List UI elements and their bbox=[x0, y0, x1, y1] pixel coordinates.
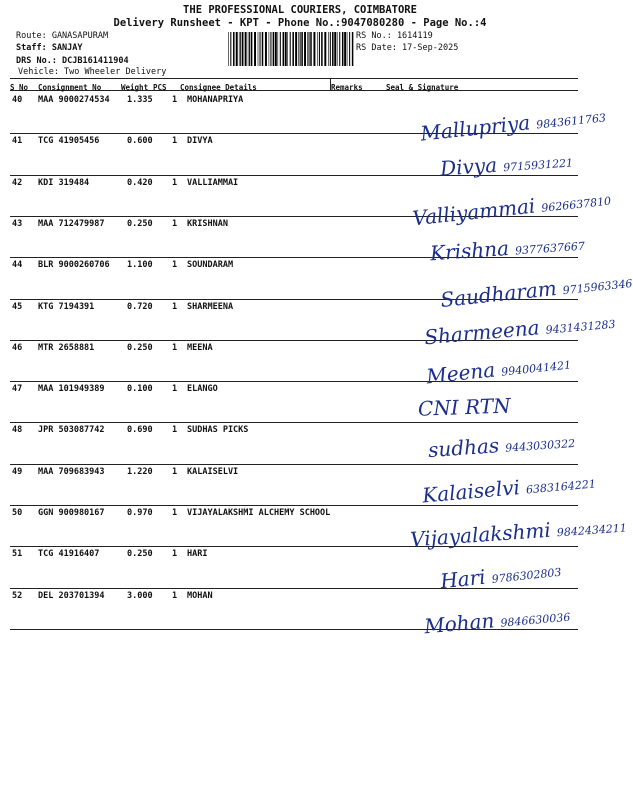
cell-consignee: SOUNDARAM bbox=[187, 260, 234, 271]
signature-phone: 9843611763 bbox=[535, 111, 607, 132]
cell-consignee: VIJAYALAKSHMI ALCHEMY SCHOOL bbox=[187, 508, 331, 518]
signature-phone: 9846630036 bbox=[499, 610, 571, 630]
cell-pcs: 1 bbox=[172, 342, 178, 353]
cell-consignee: VALLIAMMAI bbox=[187, 177, 239, 188]
col-header-remarks: Remarks bbox=[331, 83, 363, 92]
signature-phone: 9940041421 bbox=[500, 358, 572, 379]
signature-phone: 9842434211 bbox=[556, 521, 628, 540]
cell-consignee: KALAISELVI bbox=[187, 466, 239, 477]
col-header-weight: Weight bbox=[121, 83, 149, 92]
rs-number: RS No.: 1614119 bbox=[356, 31, 433, 41]
row-rule bbox=[10, 505, 578, 506]
cell-consignment-no: GGN 900980167 bbox=[38, 508, 105, 518]
cell-pcs: 1 bbox=[172, 136, 178, 147]
cell-sno: 40 bbox=[12, 95, 23, 105]
cell-consignment-no: MAA 709683943 bbox=[38, 466, 105, 477]
col-header-seal-signature: Seal & Signature bbox=[386, 83, 459, 92]
cell-sno: 48 bbox=[12, 425, 23, 436]
cell-consignment-no: KDI 319484 bbox=[38, 177, 90, 188]
col-header-pcs: PCS bbox=[153, 83, 167, 92]
cell-weight: 1.220 bbox=[127, 466, 153, 477]
runsheet-subtitle: Delivery Runsheet - KPT - Phone No.:9047080280 - Page No.:4 bbox=[113, 17, 487, 29]
cell-pcs: 1 bbox=[172, 301, 178, 312]
cell-sno: 46 bbox=[12, 342, 23, 353]
cell-sno: 51 bbox=[12, 549, 23, 560]
cell-consignment-no: DEL 203701394 bbox=[38, 590, 105, 601]
route-label: Route: GANASAPURAM bbox=[16, 31, 109, 41]
cell-sno: 42 bbox=[12, 177, 23, 188]
cell-consignee: SUDHAS PICKS bbox=[187, 425, 249, 436]
cell-consignment-no: MTR 2658881 bbox=[38, 342, 95, 353]
row-rule bbox=[10, 546, 578, 547]
col-header-consignee: Consignee Details bbox=[180, 83, 257, 92]
cell-pcs: 1 bbox=[172, 218, 178, 229]
row-rule bbox=[10, 464, 578, 465]
cell-weight: 0.100 bbox=[127, 384, 153, 395]
cell-weight: 0.970 bbox=[127, 508, 153, 518]
signature-phone: 9715931221 bbox=[502, 156, 574, 175]
signature-name: Saudharam bbox=[439, 275, 558, 312]
cell-consignment-no: MAA 101949389 bbox=[38, 384, 105, 395]
cell-weight: 1.335 bbox=[127, 95, 153, 105]
staff-label: Staff: SANJAY bbox=[16, 43, 83, 53]
cell-consignee: MOHANAPRIYA bbox=[187, 95, 244, 105]
signature-name: Mallupriya bbox=[419, 110, 532, 146]
signature-phone: 9377637667 bbox=[514, 239, 586, 258]
cell-sno: 41 bbox=[12, 136, 23, 147]
cell-consignee: HARI bbox=[187, 549, 208, 560]
cell-consignment-no: MAA 9000274534 bbox=[38, 95, 110, 105]
cell-pcs: 1 bbox=[172, 508, 178, 518]
handwritten-signature bbox=[418, 393, 517, 420]
signature-name: CNI RTN bbox=[417, 393, 512, 421]
cell-sno: 45 bbox=[12, 301, 23, 312]
cell-pcs: 1 bbox=[172, 177, 178, 188]
vehicle-label: Vehicle: Two Wheeler Delivery bbox=[18, 67, 167, 77]
cell-weight: 0.250 bbox=[127, 218, 153, 229]
cell-consignment-no: TCG 41905456 bbox=[38, 136, 100, 147]
signature-name: Sharmeena bbox=[423, 315, 541, 350]
cell-consignment-no: JPR 503087742 bbox=[38, 425, 105, 436]
cell-pcs: 1 bbox=[172, 466, 178, 477]
cell-sno: 52 bbox=[12, 590, 23, 601]
header-top-rule bbox=[10, 78, 578, 79]
signature-phone: 9431431283 bbox=[545, 317, 617, 337]
cell-weight: 3.000 bbox=[127, 590, 153, 601]
signature-name: Valliyammai bbox=[411, 193, 537, 231]
col-header-consignment: Consignment No bbox=[38, 83, 102, 92]
signature-name: Krishna bbox=[429, 235, 510, 266]
rs-date: RS Date: 17-Sep-2025 bbox=[356, 43, 459, 53]
cell-pcs: 1 bbox=[172, 590, 178, 601]
signature-name: Kalaiselvi bbox=[421, 475, 521, 508]
signature-phone: 9786302803 bbox=[491, 565, 563, 586]
cell-consignment-no: KTG 7194391 bbox=[38, 301, 95, 312]
signature-name: Mohan bbox=[423, 608, 496, 639]
cell-pcs: 1 bbox=[172, 425, 178, 436]
signature-phone: 9443030322 bbox=[504, 436, 576, 455]
cell-consignee: SHARMEENA bbox=[187, 301, 234, 312]
signature-phone: 6383164221 bbox=[525, 477, 597, 497]
cell-weight: 0.420 bbox=[127, 177, 153, 188]
cell-weight: 0.720 bbox=[127, 301, 153, 312]
cell-sno: 43 bbox=[12, 218, 23, 229]
cell-weight: 1.100 bbox=[127, 260, 153, 271]
signature-name: sudhas bbox=[427, 433, 500, 463]
cell-weight: 0.250 bbox=[127, 342, 153, 353]
cell-sno: 44 bbox=[12, 260, 23, 271]
cell-sno: 47 bbox=[12, 384, 23, 395]
cell-consignment-no: BLR 9000260706 bbox=[38, 260, 110, 271]
cell-pcs: 1 bbox=[172, 384, 178, 395]
cell-pcs: 1 bbox=[172, 95, 178, 105]
cell-weight: 0.600 bbox=[127, 136, 153, 147]
cell-pcs: 1 bbox=[172, 260, 178, 271]
drs-number: DRS No.: DCJB161411904 bbox=[16, 56, 129, 66]
signature-phone: 9715963346 bbox=[562, 276, 633, 298]
barcode-image bbox=[228, 32, 354, 66]
cell-consignment-no: MAA 712479987 bbox=[38, 218, 105, 229]
cell-consignment-no: TCG 41916407 bbox=[38, 549, 100, 560]
signature-name: Hari bbox=[439, 564, 487, 594]
company-title: THE PROFESSIONAL COURIERS, COIMBATORE bbox=[183, 4, 417, 16]
cell-pcs: 1 bbox=[172, 549, 178, 560]
cell-weight: 0.690 bbox=[127, 425, 153, 436]
cell-weight: 0.250 bbox=[127, 549, 153, 560]
signature-name: Vijayalakshmi bbox=[409, 517, 552, 552]
signature-phone: 9626637810 bbox=[540, 194, 612, 215]
signature-name: Divya bbox=[439, 152, 498, 181]
cell-sno: 49 bbox=[12, 466, 23, 477]
signature-name: Meena bbox=[425, 357, 497, 389]
cell-consignee: DIVYA bbox=[187, 136, 213, 147]
cell-consignee: MEENA bbox=[187, 342, 213, 353]
cell-consignee: ELANGO bbox=[187, 384, 218, 395]
cell-sno: 50 bbox=[12, 508, 23, 518]
row-rule bbox=[10, 422, 578, 423]
cell-consignee: KRISHNAN bbox=[187, 218, 228, 229]
cell-consignee: MOHAN bbox=[187, 590, 213, 601]
col-header-sno: S No bbox=[10, 83, 29, 92]
